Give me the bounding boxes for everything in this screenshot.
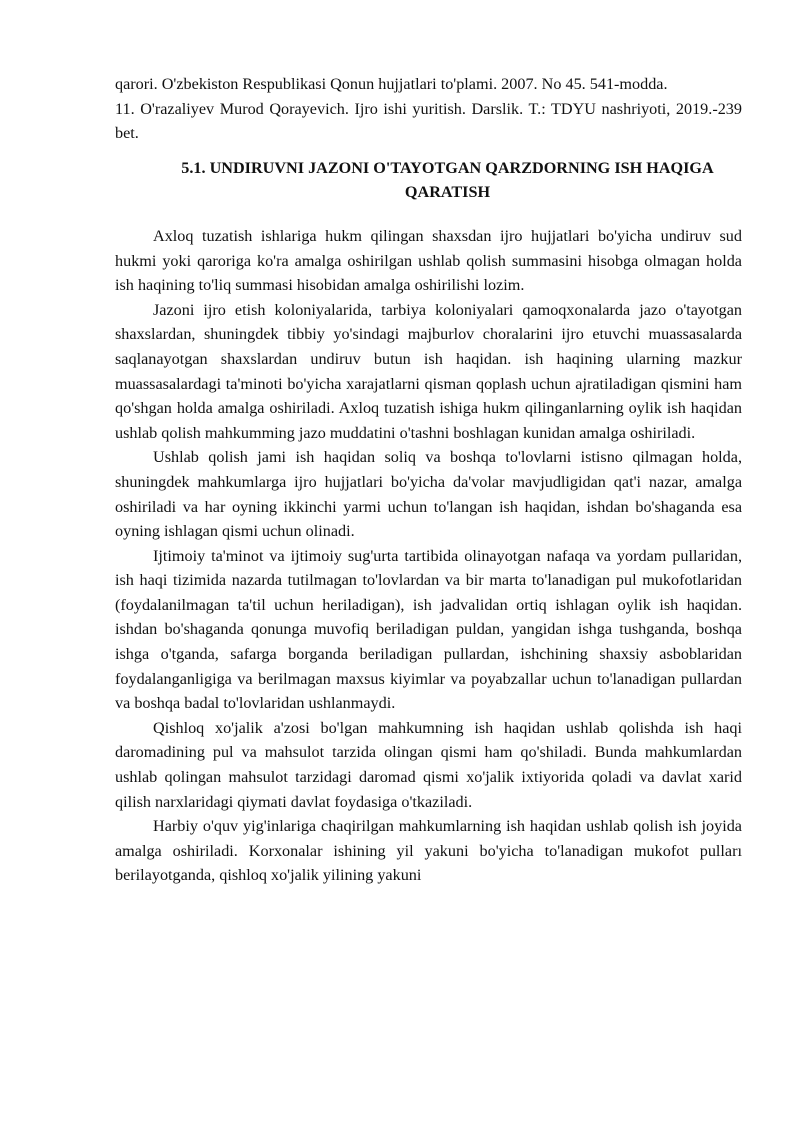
body-paragraph: Ushlab qolish jami ish haqidan soliq va boshqa to'lovlarni istisno qilmagan holda, shuningdek mahkumlarga ijro hujjatlari bo'yicha da'volar mavjudligidan qat'i nazar, amalga oshiriladi va har oyning ikkinchi yarmi uchun to'langan ish haqidan, ishdan bo'shaganda esa oyning ishlagan qismi uchun olinadi. — [115, 448, 742, 541]
reference-item: 11. O'razaliyev Murod Qorayevich. Ijro ishi yuritish. Darslik. T.: TDYU nashriyoti, 2019.-239 bet. — [115, 99, 742, 143]
body-paragraph: Harbiy o'quv yig'inlariga chaqirilgan mahkumlarning ish haqidan ushlab qolish ish joyida amalga oshiriladi. Korxonalar ishining yil yakuni bo'yicha to'lanadigan mukofot pulları berilayotganda, qishloq xo'jalik yilining yakuni — [115, 817, 742, 885]
document-page — [115, 72, 742, 888]
reference-item: qarori. O'zbekiston Respublikasi Qonun hujjatlari to'plami. 2007. No 45. 541-modda. — [115, 75, 668, 93]
body-paragraph: Qishloq xo'jalik a'zosi bo'lgan mahkumning ish haqidan ushlab qolishda ish haqi daromadining pul va mahsulot tarzida olingan qismi ham qo'shiladi. Bunda mahkumlardan ushlab qolingan mahsulot tarzidagi daromad qismi xo'jalik ixtiyorida qoladi va davlat xarid qilish narxlaridagi qiymati davlat foydasiga o'tkaziladi. — [115, 718, 742, 811]
body-paragraph: Ijtimoiy ta'minot va ijtimoiy sug'urta tartibida olinayotgan nafaqa va yordam pullaridan, ish haqi tizimida nazarda tutilmagan to'lovlardan va bir marta to'lanadigan pul mukofotlaridan (foydalanilmagan ta'til uchun heriladigan), ish jadvalidan ortiq ishlagan oylik ish haqidan. ishdan bo'shaganda qonunga muvofiq beriladigan puldan, yangidan ishga tushganda, boshqa ishga o'tganda, safarga borganda beriladigan pullardan, ishchining shaxsiy asboblaridan foydalanganligiga va berilmagan maxsus kiyimlar va poyabzallar uchun to'lanadigan pullardan va boshqa badal to'lovlaridan ushlanmaydi. — [115, 546, 742, 713]
section-heading: 5.1. UNDIRUVNI JAZONI O'TAYOTGAN QARZDORNING ISH HAQIGA QARATISH — [181, 158, 714, 202]
body-paragraph: Jazoni ijro etish koloniyalarida, tarbiya koloniyalari qamoqxonalarda jazo o'tayotgan shaxslardan, shuningdek tibbiy yo'sindagi majburlov choralarini ijro etuvchi muassasalarda saqlanayotgan shaxslardan undiruv butun ish haqidan. ish haqining ularning mazkur muassasalardagi ta'minoti bo'yicha xarajatlarni qisman qoplash uchun ajratiladigan qismini ham qo'shgan holda amalga oshiriladi. Axloq tuzatish ishiga hukm qilinganlarning oylik ish haqidan ushlab qolish mahkumming jazo muddatini o'tashni boshlagan kunidan amalga oshiriladi. — [115, 300, 742, 442]
body-paragraph: Axloq tuzatish ishlariga hukm qilingan shaxsdan ijro hujjatlari bo'yicha undiruv sud hukmi yoki qaroriga ko'ra amalga oshirilgan ushlab qolish summasini hisobga olmagan holda ish haqining to'liq summasi hisobidan amalga oshirilishi lozim. — [115, 226, 742, 295]
